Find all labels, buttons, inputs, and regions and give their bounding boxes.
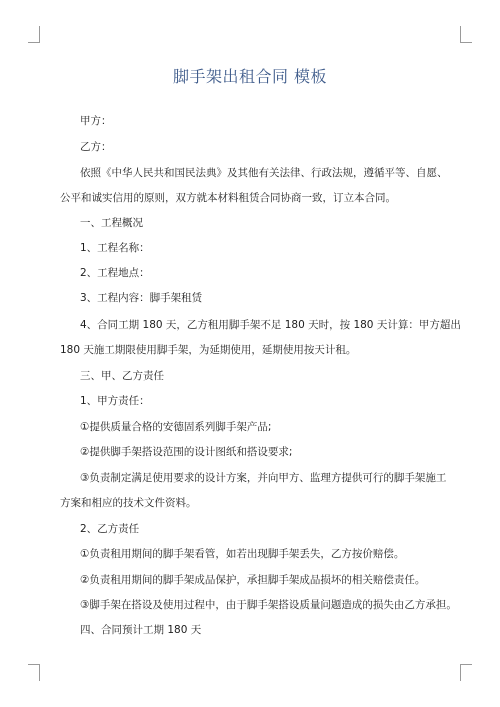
party-a-duty-heading: 1、甲方责任：	[80, 395, 150, 407]
preamble-line-2: 公平和诚实信用的原则，双方就本材料租赁合同协商一致，订立本合同。	[60, 192, 396, 204]
contract-period-line-1: 4、合同工期 180 天，乙方租用脚手架不足 180 天时，按 180 天计算：甲方超出	[80, 319, 461, 331]
document-title: 脚手架出租合同 模板	[172, 67, 328, 86]
crop-mark-top-right	[460, 26, 472, 43]
project-location-line: 2、工程地点：	[80, 267, 150, 279]
party-b-duty-heading: 2、乙方责任	[80, 523, 140, 535]
party-b-duty-1: ①负责租用期间的脚手架看管，如若出现脚手架丢失，乙方按价赔偿。	[80, 548, 405, 560]
crop-mark-bottom-left	[28, 664, 40, 681]
party-b-duty-2: ②负责租用期间的脚手架成品保护，承担脚手架成品损坏的相关赔偿责任。	[80, 574, 426, 586]
party-a-duty-3-line-1: ③负责制定满足使用要求的设计方案，并向甲方、监理方提供可行的脚手架施工	[80, 472, 447, 484]
contract-period-line-2: 180 天施工期限使用脚手架，为延期使用，延期使用按天计租。	[60, 344, 357, 356]
party-a-duty-2: ②提供脚手架搭设范围的设计图纸和搭设要求;	[80, 446, 293, 458]
party-b-duty-3: ③脚手架在搭设及使用过程中，由于脚手架搭设质量问题造成的损失由乙方承担。	[80, 599, 457, 611]
party-a-duty-1: ①提供质量合格的安德固系列脚手架产品;	[80, 421, 272, 433]
preamble-line-1: 依照《中华人民共和国民法典》及其他有关法律、行政法规，遵循平等、自愿、	[80, 167, 448, 179]
party-a-line: 甲方：	[80, 115, 112, 127]
section-heading-3: 三、甲、乙方责任	[80, 370, 164, 382]
party-a-duty-3-line-2: 方案和相应的技术文件资料。	[60, 497, 197, 509]
party-b-line: 乙方：	[80, 141, 112, 153]
section-heading-4: 四、合同预计工期 180 天	[80, 624, 202, 636]
crop-mark-bottom-right	[460, 664, 472, 681]
project-name-line: 1、工程名称：	[80, 242, 150, 254]
project-content-line: 3、工程内容：脚手架租赁	[80, 292, 203, 304]
crop-mark-top-left	[28, 26, 40, 43]
section-heading-1: 一、工程概况	[80, 217, 143, 229]
